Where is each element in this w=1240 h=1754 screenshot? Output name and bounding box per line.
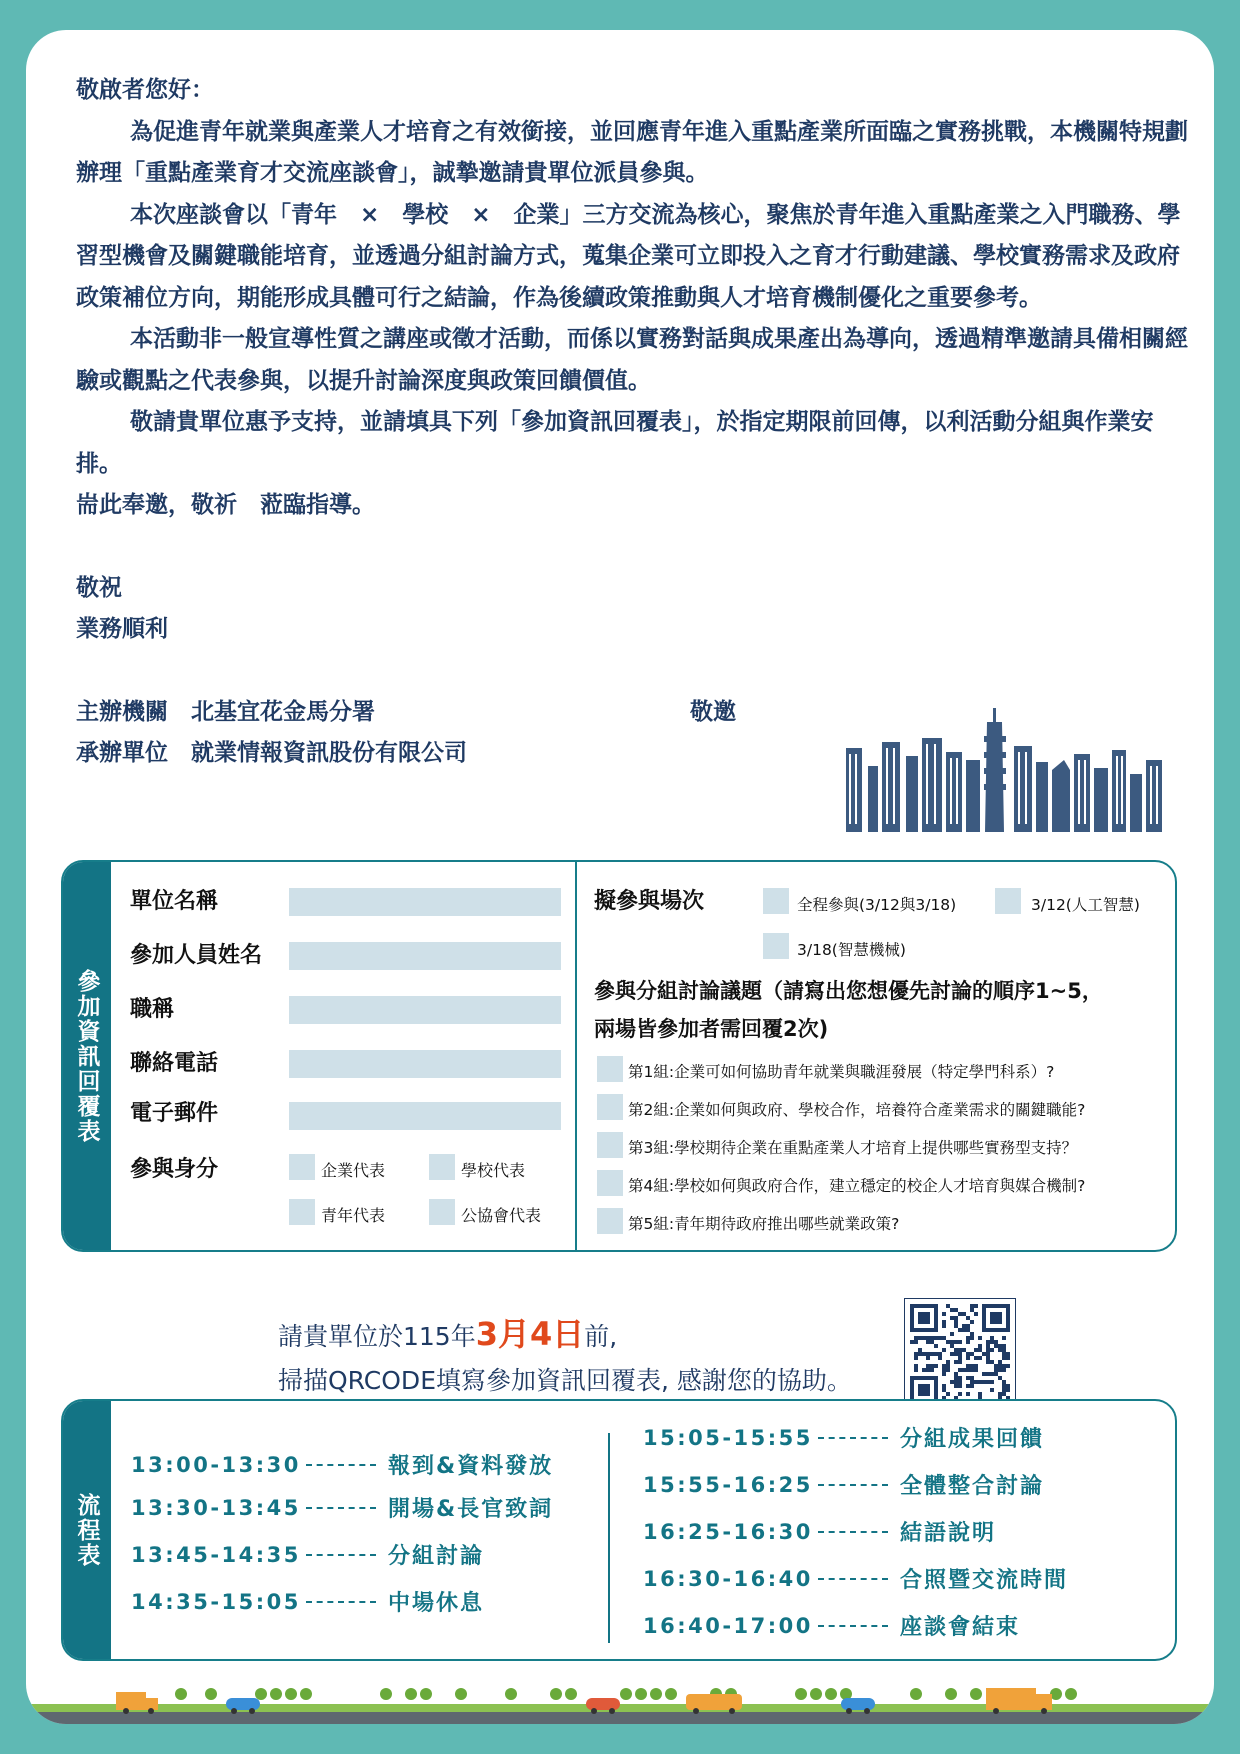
host-agency: 主辦機關 北基宜花金馬分署 <box>76 698 375 725</box>
deadline-suffix: 前, <box>584 1322 618 1351</box>
greeting: 敬啟者您好： <box>76 77 214 103</box>
schedule-name: 開場&長官致詞 <box>388 1497 554 1522</box>
attendee-name-field[interactable] <box>289 942 561 970</box>
topic-1-label: 第1組:企業可如何協助青年就業與職涯發展（特定學門科系）? <box>628 1063 1055 1081</box>
identity-association-label: 公協會代表 <box>461 1206 542 1225</box>
session-full-checkbox[interactable] <box>763 888 789 914</box>
topic-5-checkbox[interactable] <box>597 1208 623 1234</box>
invite-mark: 敬邀 <box>690 698 736 725</box>
schedule-divider <box>608 1433 610 1643</box>
paragraph-request: 敬請貴單位惠予支持，並請填具下列「參加資訊回覆表」，於指定期限前回傳，以利活動分組與作業安排。 <box>76 409 1154 477</box>
qr-code[interactable] <box>904 1298 1016 1410</box>
reply-form <box>61 860 1177 1252</box>
regards-line-2: 業務順利 <box>76 616 168 642</box>
session-machinery-checkbox[interactable] <box>763 933 789 959</box>
session-machinery-label: 3/18(智慧機械) <box>797 941 906 959</box>
topic-3-label: 第3組:學校期待企業在重點產業人才培育上提供哪些實務型支持？ <box>628 1139 1078 1157</box>
session-label: 擬參與場次 <box>594 889 705 914</box>
schedule-name: 座談會結束 <box>900 1615 1021 1640</box>
topic-2-label: 第2組:企業如何與政府、學校合作，培養符合產業需求的關鍵職能? <box>628 1101 1086 1119</box>
schedule-item <box>643 1563 1068 1594</box>
job-title-field[interactable] <box>289 996 561 1024</box>
deadline-line-1 <box>278 1312 852 1359</box>
topic-2-checkbox[interactable] <box>597 1094 623 1120</box>
topic-5-label: 第5組:青年期待政府推出哪些就業政策? <box>628 1215 900 1233</box>
unit-name-label: 單位名稱 <box>130 889 219 914</box>
phone-field[interactable] <box>289 1050 561 1078</box>
email-label: 電子郵件 <box>130 1101 219 1126</box>
schedule-time: 15:55-16:25 <box>643 1472 813 1497</box>
schedule-name: 報到&資料發放 <box>388 1454 554 1479</box>
identity-school-label: 學校代表 <box>461 1161 526 1180</box>
attendee-name-label: 參加人員姓名 <box>130 943 263 968</box>
schedule-item <box>131 1539 484 1570</box>
schedule-item <box>643 1422 1044 1453</box>
schedule-time: 16:40-17:00 <box>643 1613 813 1638</box>
schedule-name: 結語說明 <box>900 1521 997 1546</box>
schedule-item <box>131 1492 553 1523</box>
identity-association-checkbox[interactable] <box>429 1199 455 1225</box>
deadline-prefix: 請貴單位於115年 <box>278 1322 476 1351</box>
regards-line-1: 敬祝 <box>76 574 122 601</box>
schedule-time: 16:25-16:30 <box>643 1519 813 1544</box>
job-title-label: 職稱 <box>130 997 175 1022</box>
topic-4-label: 第4組:學校如何與政府合作，建立穩定的校企人才培育與媒合機制? <box>628 1177 1086 1195</box>
schedule-item <box>131 1449 553 1480</box>
city-skyline-illustration <box>838 708 1168 832</box>
deadline-date: 3月4日 <box>475 1315 585 1353</box>
schedule-item <box>643 1469 1044 1500</box>
email-field[interactable] <box>289 1102 561 1130</box>
schedule-panel <box>61 1399 1177 1661</box>
invitation-card <box>26 30 1214 1724</box>
form-divider <box>575 862 577 1250</box>
schedule-time: 13:30-13:45 <box>131 1495 301 1520</box>
topics-heading-line-1: 參與分組討論議題（請寫出您想優先討論的順序1~5， <box>594 979 1103 1003</box>
schedule-item <box>643 1516 996 1547</box>
schedule-name: 合照暨交流時間 <box>900 1568 1069 1593</box>
deadline-line-2: 掃描QRCODE填寫參加資訊回覆表, 感謝您的協助。 <box>278 1366 852 1395</box>
schedule-item <box>643 1610 1020 1641</box>
schedule-time: 15:05-15:55 <box>643 1425 813 1450</box>
paragraph-format: 本次座談會以「青年 × 學校 × 企業」三方交流為核心，聚焦於青年進入重點產業之入門職務、學習型機會及關鍵職能培育，並透過分組討論方式，蒐集企業可立即投入之育才行動建議、學校實務需求及政府政策補位方向，期能形成具體可行之結論，作為後續政策推動與人才培育機制優化之重要參考。 <box>76 201 1181 311</box>
schedule-name: 全體整合討論 <box>900 1474 1045 1499</box>
session-ai-checkbox[interactable] <box>995 888 1021 914</box>
schedule-name: 分組成果回饋 <box>900 1427 1045 1452</box>
deadline-note <box>278 1312 852 1403</box>
paragraph-nature: 本活動非一般宣導性質之講座或徵才活動，而係以實務對話與成果產出為導向，透過精準邀請具備相關經驗或觀點之代表參與，以提升討論深度與政策回饋價值。 <box>76 326 1188 394</box>
unit-name-field[interactable] <box>289 888 561 916</box>
schedule-name: 分組討論 <box>388 1544 485 1569</box>
schedule-time: 16:30-16:40 <box>643 1566 813 1591</box>
session-full-label: 全程參與(3/12與3/18) <box>797 896 957 914</box>
identity-enterprise-label: 企業代表 <box>321 1161 386 1180</box>
identity-school-checkbox[interactable] <box>429 1154 455 1180</box>
schedule-time: 13:45-14:35 <box>131 1542 301 1567</box>
road-illustration <box>26 1680 1214 1724</box>
session-ai-label: 3/12(人工智慧) <box>1031 896 1140 914</box>
identity-youth-checkbox[interactable] <box>289 1199 315 1225</box>
schedule-tab: 流程表 <box>63 1401 111 1659</box>
organizer: 承辦單位 就業情報資訊股份有限公司 <box>76 739 467 766</box>
topic-3-checkbox[interactable] <box>597 1132 623 1158</box>
schedule-time: 14:35-15:05 <box>131 1589 301 1614</box>
phone-label: 聯絡電話 <box>130 1051 219 1076</box>
schedule-item <box>131 1586 484 1617</box>
topic-1-checkbox[interactable] <box>597 1056 623 1082</box>
identity-enterprise-checkbox[interactable] <box>289 1154 315 1180</box>
identity-youth-label: 青年代表 <box>321 1206 386 1225</box>
topics-heading-line-2: 兩場皆參加者需回覆2次) <box>594 1017 829 1041</box>
invitation-letter <box>76 70 1191 774</box>
paragraph-purpose: 為促進青年就業與產業人才培育之有效銜接，並回應青年進入重點產業所面臨之實務挑戰，本機關特規劃辦理「重點產業育才交流座談會」，誠摯邀請貴單位派員參與。 <box>76 118 1188 186</box>
reply-form-tab: 參加資訊回覆表 <box>63 862 111 1250</box>
closing-line: 耑此奉邀，敬祈 蒞臨指導。 <box>76 492 375 518</box>
identity-label: 參與身分 <box>130 1157 219 1182</box>
schedule-name: 中場休息 <box>388 1591 485 1616</box>
topic-4-checkbox[interactable] <box>597 1170 623 1196</box>
schedule-time: 13:00-13:30 <box>131 1452 301 1477</box>
